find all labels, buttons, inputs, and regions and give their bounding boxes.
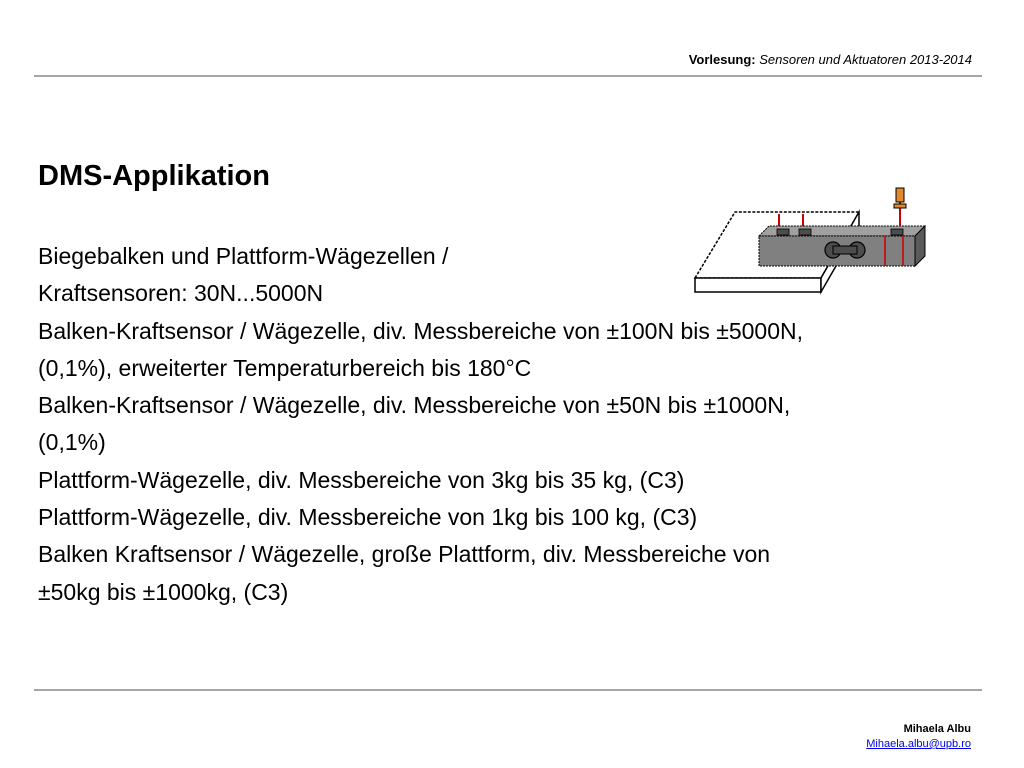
header-divider [34,75,982,77]
beam-hole-bridge [833,246,857,254]
bolt-head [896,188,904,202]
load-cell-platform-icon [693,186,929,298]
body-line: (0,1%), erweiterter Temperaturbereich bis 180°C [38,354,532,381]
body-line: (0,1%) [38,429,106,456]
bolt-nut [894,204,906,208]
beam-screw [799,229,811,235]
slide-title: DMS-Applikation [38,160,270,192]
slide-header [689,52,972,68]
header-course: Sensoren und Aktuatoren 2013-2014 [759,52,972,67]
footer-author: Mihaela Albu [903,723,971,735]
beam-screw [777,229,789,235]
slide-footer [866,722,971,752]
body-line: Balken Kraftsensor / Wägezelle, große Plattform, div. Messbereiche von [38,541,771,568]
body-line: Plattform-Wägezelle, div. Messbereiche von 1kg bis 100 kg, (C3) [38,504,698,531]
body-line: ±50kg bis ±1000kg, (C3) [38,578,289,605]
header-label: Vorlesung: [688,52,756,67]
body-line: Biegebalken und Plattform-Wägezellen / [38,243,449,269]
beam-screw [891,229,903,235]
footer-email-link[interactable]: Mihaela.albu@upb.ro [866,738,971,750]
body-line: Balken-Kraftsensor / Wägezelle, div. Messbereiche von ±100N bis ±5000N, [38,317,804,344]
footer-divider [34,689,982,691]
body-line: Kraftsensoren: 30N...5000N [38,280,324,307]
body-line: Plattform-Wägezelle, div. Messbereiche von 3kg bis 35 kg, (C3) [38,466,685,493]
platform-plate-front [695,278,821,292]
body-line: Balken-Kraftsensor / Wägezelle, div. Messbereiche von ±50N bis ±1000N, [38,392,791,419]
